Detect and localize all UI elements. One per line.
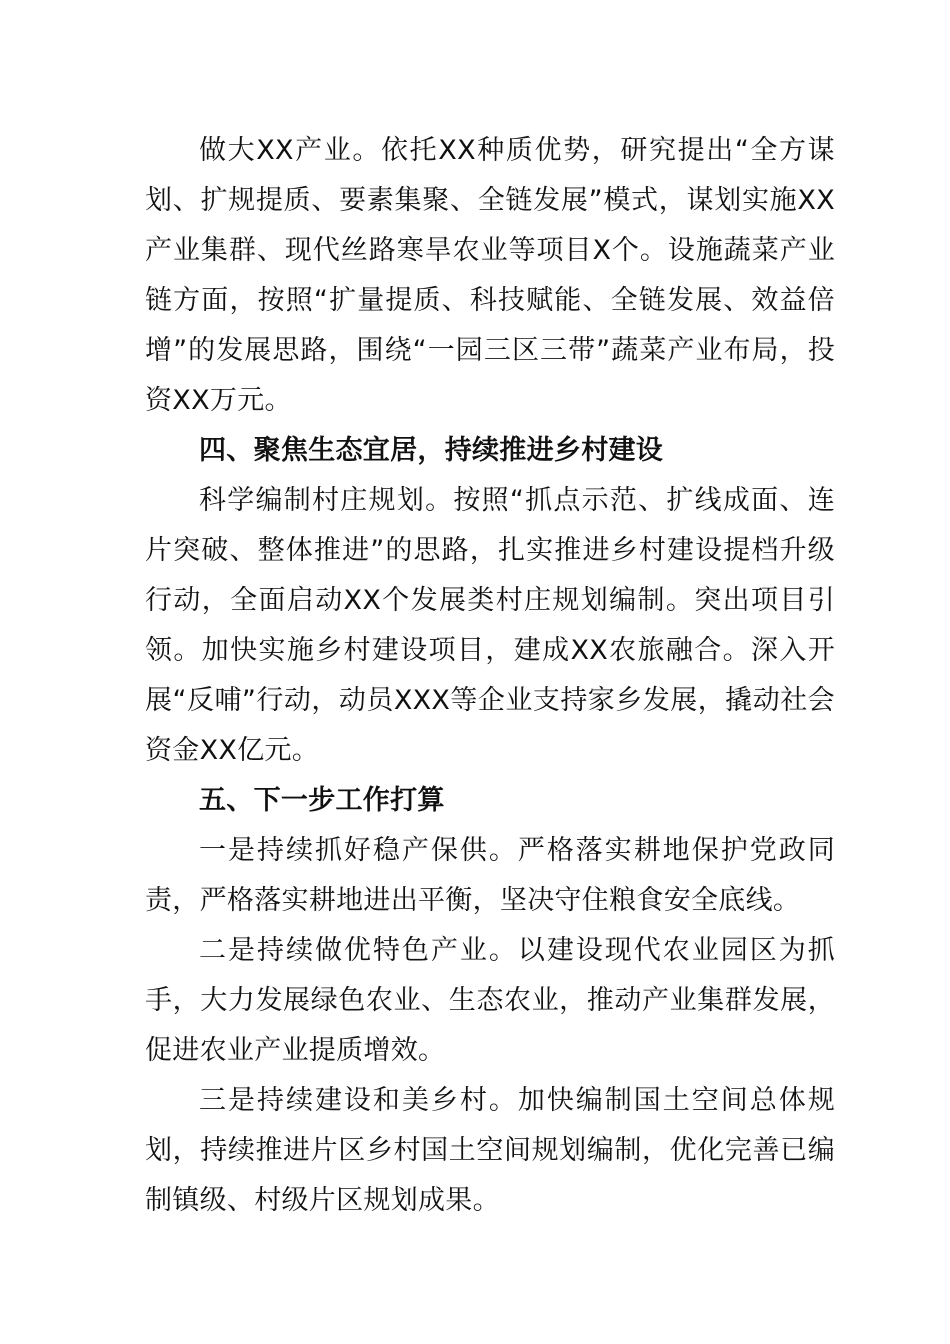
paragraph-plan-3: 三是持续建设和美乡村。加快编制国土空间总体规划，持续推进片区乡村国土空间规划编制，优化完善已编制镇级、村级片区规划成果。: [145, 1085, 835, 1216]
section-heading-5: 五、下一步工作打算: [199, 785, 445, 816]
document-body: [145, 126, 835, 1226]
paragraph-plan-2: 二是持续做优特色产业。以建设现代农业园区为抓手，大力发展绿色农业、生态农业，推动产业集群发展，促进农业产业提质增效。: [145, 935, 835, 1066]
paragraph-industry-development: 做大XX产业。依托XX种质优势，研究提出“全方谋划、扩规提质、要素集聚、全链发展”模式，谋划实施XX产业集群、现代丝路寒旱农业等项目X个。设施蔬菜产业链方面，按照“扩量提质、科技赋能、全链发展、效益倍增”的发展思路，围绕“一园三区三带”蔬菜产业布局，投资XX万元。: [145, 135, 835, 416]
paragraph-village-planning: 科学编制村庄规划。按照“抓点示范、扩线成面、连片突破、整体推进”的思路，扎实推进乡村建设提档升级行动，全面启动XX个发展类村庄规划编制。突出项目引领。加快实施乡村建设项目，建成XX农旅融合。深入开展“反哺”行动，动员XXX等企业支持家乡发展，撬动社会资金XX亿元。: [145, 485, 835, 766]
section-heading-4: 四、聚焦生态宜居，持续推进乡村建设: [199, 435, 664, 466]
paragraph-plan-1: 一是持续抓好稳产保供。严格落实耕地保护党政同责，严格落实耕地进出平衡，坚决守住粮食安全底线。: [145, 835, 835, 916]
